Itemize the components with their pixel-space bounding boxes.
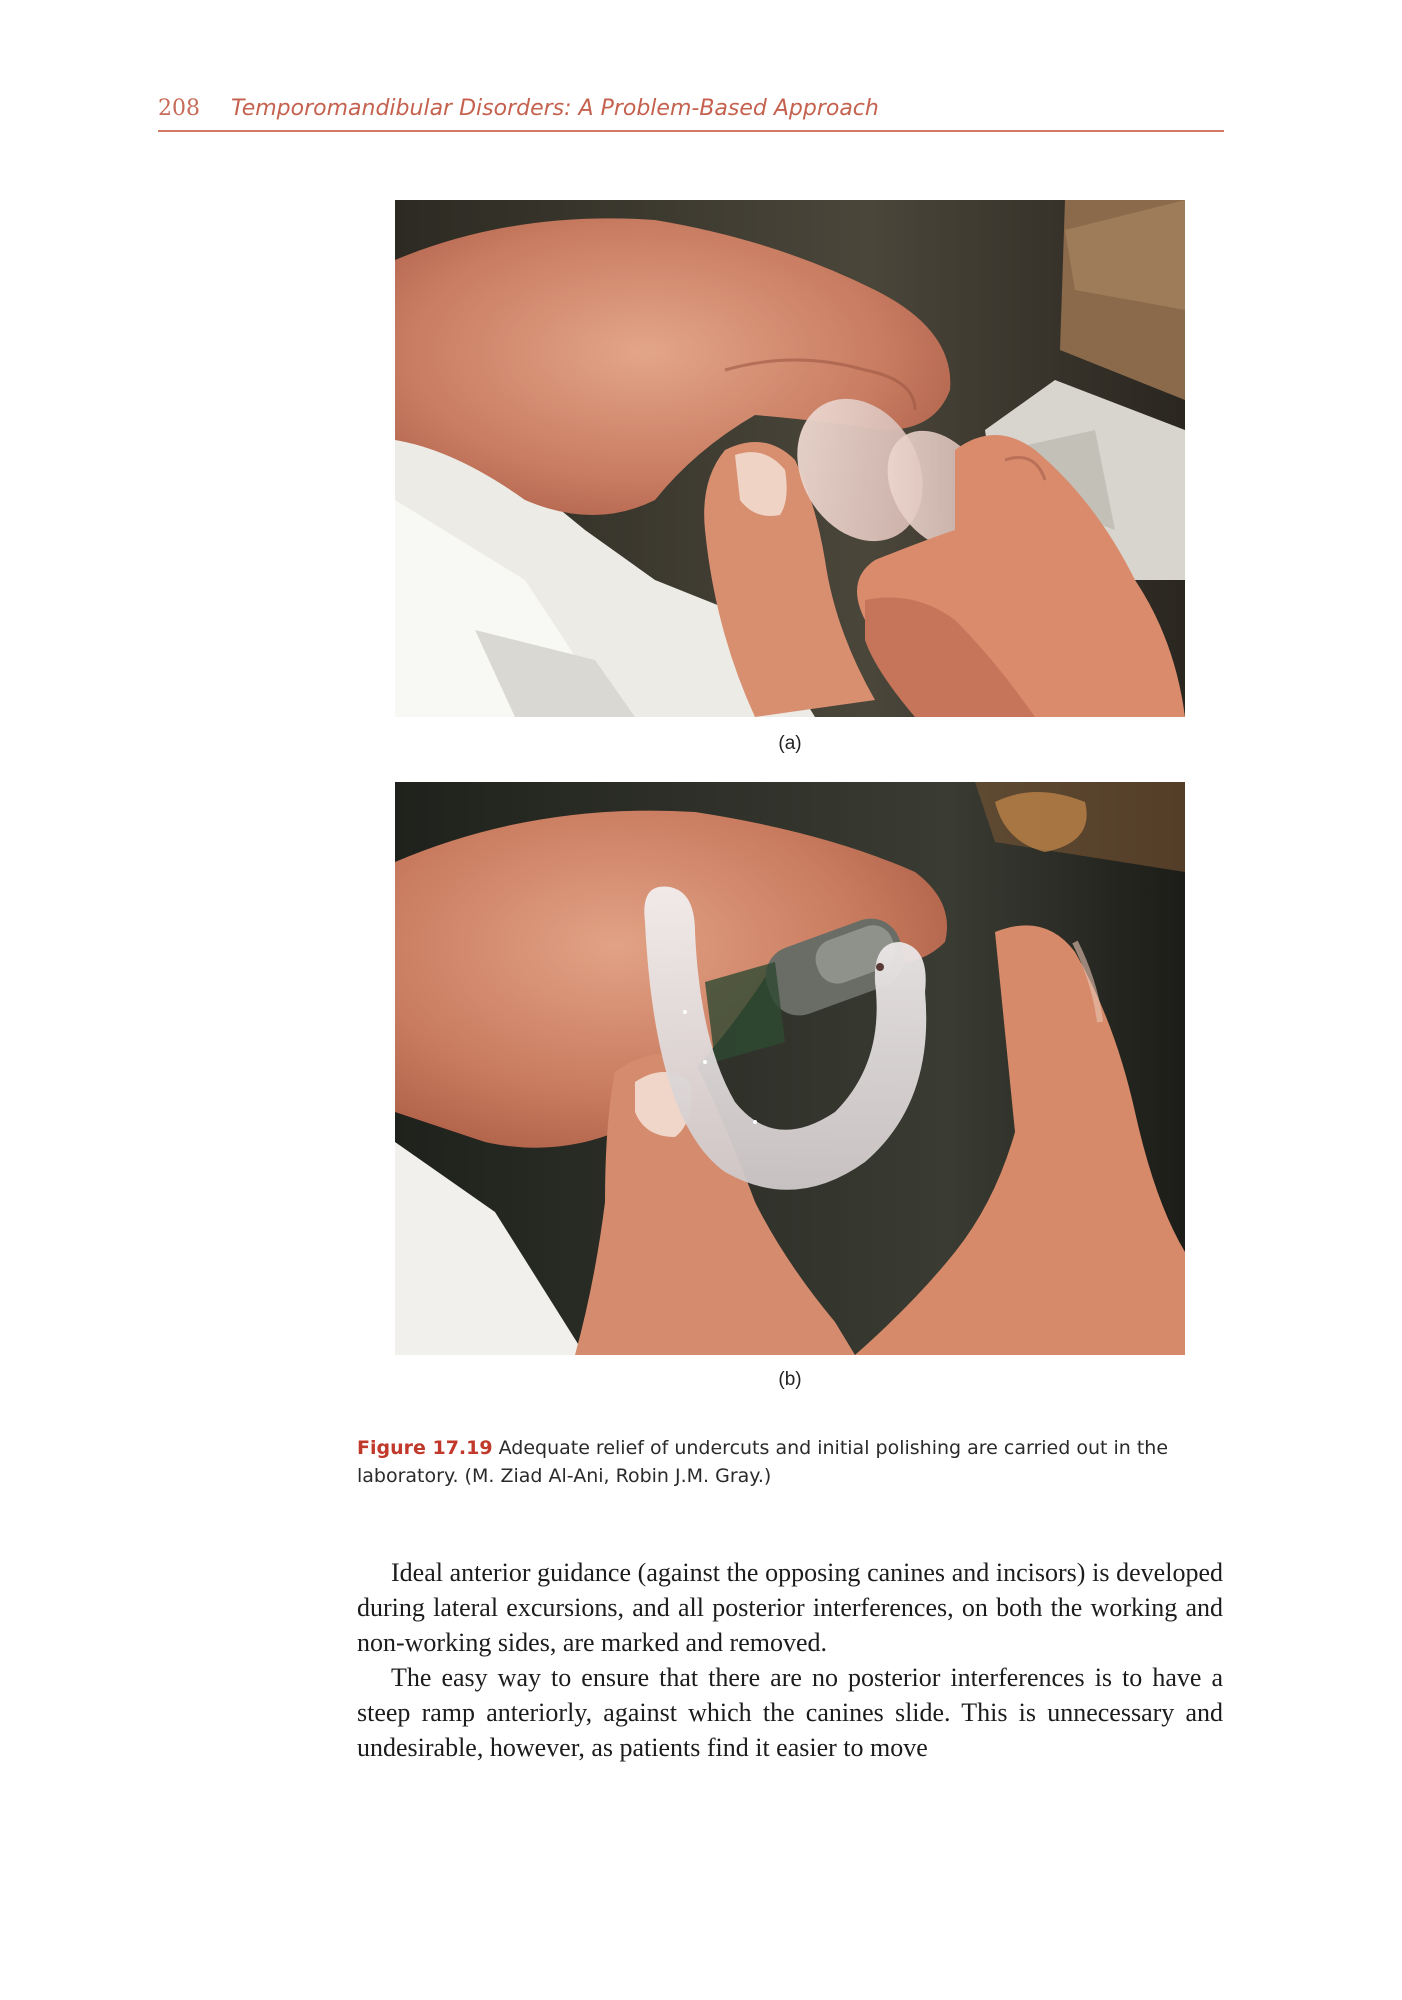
- paragraph-2: The easy way to ensure that there are no posterior interferences is to have a steep ramp anteriorly, against which the canines slide. This is unnecessary and undesirable, however, as patients find it easier to move: [357, 1663, 1223, 1762]
- figure-caption: [357, 1434, 1223, 1490]
- figure-photo-b: [395, 782, 1185, 1355]
- paragraph-1: Ideal anterior guidance (against the opposing canines and incisors) is developed during lateral excursions, and all posterior interferences, on both the working and non-working sides, are marked and removed.: [357, 1558, 1223, 1657]
- header-rule: [158, 130, 1224, 132]
- panel-label-a: (a): [778, 733, 802, 754]
- figure-photo-a: [395, 200, 1185, 717]
- body-text: [357, 1555, 1223, 1765]
- running-header: [158, 96, 1224, 132]
- page-number: 208: [158, 96, 200, 121]
- caption-text: Adequate relief of undercuts and initial polishing are carried out in the laboratory. (M. Ziad Al-Ani, Robin J.M. Gray.): [357, 1437, 1169, 1487]
- figure-number: Figure 17.19: [357, 1437, 493, 1459]
- panel-label-b: (b): [778, 1369, 802, 1390]
- running-title: Temporomandibular Disorders: A Problem-Based Approach: [231, 96, 879, 121]
